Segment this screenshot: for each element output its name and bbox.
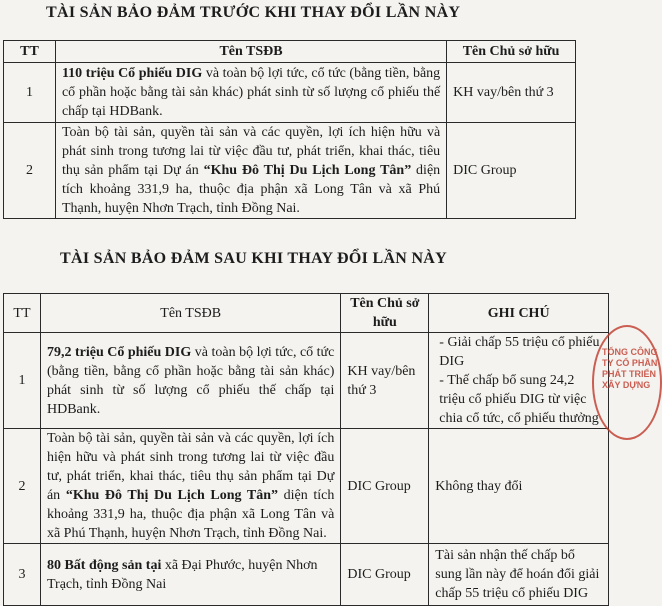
table-row <box>4 544 609 606</box>
asset-name: 110 triệu Cổ phiếu DIG <box>61 66 203 81</box>
table-row <box>4 429 609 544</box>
note-item: - Giải chấp 55 triệu cổ phiếu DIG <box>439 335 600 369</box>
project-name: “Khu Đô Thị Du Lịch Long Tân” <box>203 163 412 178</box>
owner-name: KH vay/bên thứ 3 <box>447 63 576 123</box>
note-cell: Tài sản nhận thế chấp bổ sung lần này để hoán đổi giải chấp 55 triệu cổ phiếu DIG <box>429 544 609 606</box>
asset-description <box>40 333 340 429</box>
header-owner: Tên Chủ sở hữu <box>447 41 576 63</box>
header-note: GHI CHÚ <box>429 294 609 333</box>
header-tt: TT <box>4 294 41 333</box>
asset-details: diện tích khoảng 331,9 ha, thuộc địa phận xã Long Tân và xã Phú Thạnh, huyện Nhơn Trạch, tỉnh Đồng Nai. <box>61 163 441 216</box>
owner-name: DIC Group <box>341 429 429 544</box>
row-number: 1 <box>4 333 41 429</box>
section1-title: TÀI SẢN BẢO ĐẢM TRƯỚC KHI THAY ĐỔI LẦN NÀY <box>46 4 461 21</box>
company-seal-stamp <box>592 325 662 440</box>
project-name: “Khu Đô Thị Du Lịch Long Tân” <box>65 488 279 503</box>
owner-name: KH vay/bên thứ 3 <box>341 333 429 429</box>
asset-description <box>55 123 446 219</box>
header-asset: Tên TSĐB <box>55 41 446 63</box>
asset-details: và toàn bộ lợi tức, cổ tức (bằng tiền, bằng cổ phần hoặc bằng tài sản khác) phát sinh từ số lượng cổ phiếu thế chấp tại HDBank. <box>61 66 441 119</box>
header-tt: TT <box>4 41 56 63</box>
asset-name: 79,2 triệu Cổ phiếu DIG <box>46 344 192 360</box>
owner-name: DIC Group <box>447 123 576 219</box>
asset-name: 80 Bất động sản tại <box>46 557 162 573</box>
note-cell <box>429 333 609 429</box>
row-number: 2 <box>4 123 56 219</box>
header-asset: Tên TSĐB <box>40 294 340 333</box>
table-header-row <box>4 294 609 333</box>
table-row <box>4 123 576 219</box>
asset-details: và toàn bộ lợi tức, cổ tức (bằng tiền, bằng cổ phần hoặc bằng tài sản khác) phát sinh từ số lượng cổ phiếu thế chấp tại HDBank. <box>46 344 335 417</box>
asset-details: xã Đại Phước, huyện Nhơn Trạch, tỉnh Đồng Nai <box>46 557 318 592</box>
header-owner: Tên Chủ sở hữu <box>341 294 429 333</box>
section2-title: TÀI SẢN BẢO ĐẢM SAU KHI THAY ĐỔI LẦN NÀY <box>60 250 448 267</box>
note-item: - Thế chấp bổ sung 24,2 triệu cổ phiếu DIG từ việc chia cổ tức, cổ phiếu thưởng <box>439 373 599 426</box>
asset-details: diện tích khoảng 331,9 ha, thuộc địa phận xã Long Tân và xã Phú Thạnh, huyện Nhơn Trạch, tỉnh Đồng Nai. <box>46 488 335 541</box>
table-row <box>4 333 609 429</box>
collateral-before-table <box>3 40 576 219</box>
collateral-after-table <box>3 293 609 606</box>
asset-description <box>55 63 446 123</box>
asset-details: Toàn bộ tài sản, quyền tài sản và các quyền, lợi ích hiện hữu và phát sinh trong tương lai từ việc đầu tư, phát triển, khai thác, tiêu thụ sản phẩm tại Dự án <box>46 431 335 503</box>
stamp-text: TỔNG CÔNG TY CỔ PHẦN PHÁT TRIỂN XÂY DỰNG <box>602 347 658 390</box>
note-cell: Không thay đổi <box>429 429 609 544</box>
table-row <box>4 63 576 123</box>
asset-description <box>40 429 340 544</box>
asset-details: Toàn bộ tài sản, quyền tài sản và các quyền, lợi ích hiện hữu và phát sinh trong tương lai từ việc đầu tư, phát triển, khai thác, tiêu thụ sản phẩm tại Dự án <box>61 125 441 178</box>
table-header-row <box>4 41 576 63</box>
row-number: 2 <box>4 429 41 544</box>
row-number: 3 <box>4 544 41 606</box>
owner-name: DIC Group <box>341 544 429 606</box>
asset-description <box>40 544 340 606</box>
row-number: 1 <box>4 63 56 123</box>
